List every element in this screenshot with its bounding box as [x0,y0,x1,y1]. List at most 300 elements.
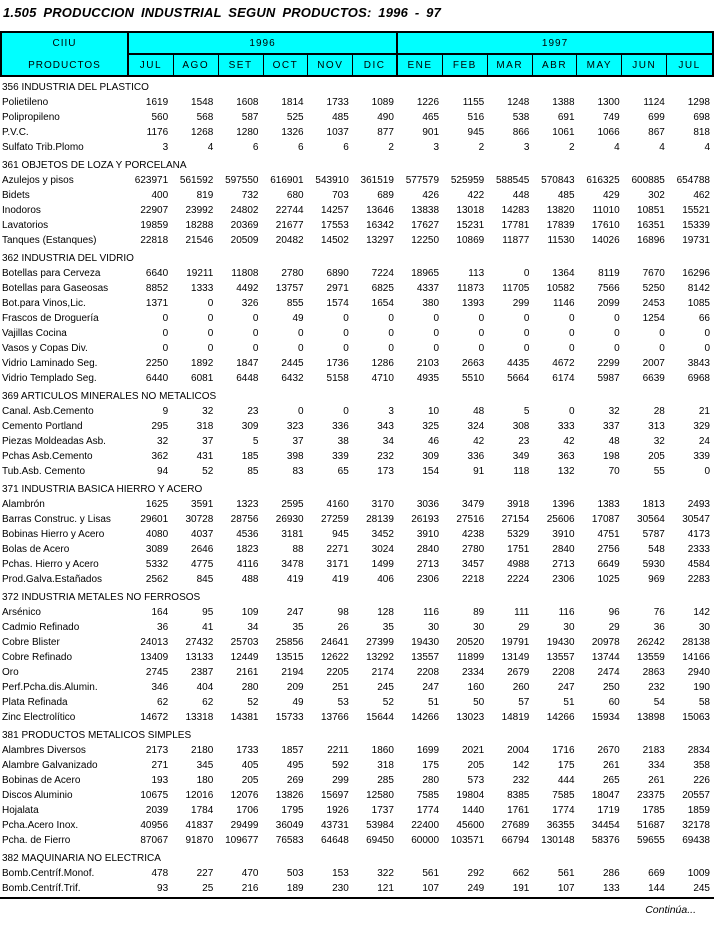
cell-value: 525 [286,112,304,123]
cell-value: 867 [648,127,665,138]
cell-value: 1124 [643,97,665,108]
cell-value: 0 [659,328,665,339]
cell-value: 1499 [371,559,394,570]
page-title: 1.505 PRODUCCION INDUSTRIAL SEGUN PRODUCTOS: 1996 - 97 [3,5,442,20]
cell-value: 1440 [461,805,485,816]
cell-value: 13018 [456,205,485,216]
cell-value: 1719 [597,805,620,816]
cell-value: 2333 [687,544,710,555]
cell-value: 2250 [145,358,169,369]
cell-value: 17781 [501,220,530,231]
cell-value: 164 [151,607,169,618]
cell-value: 0 [614,328,620,339]
cell-value: 1333 [191,283,214,294]
section-title-382: 382 MAQUINARIA NO ELECTRICA [2,853,161,864]
cell-value: 22907 [140,205,169,216]
cell-value: 2670 [597,745,620,756]
cell-value: 24641 [320,637,349,648]
cell-value: 592 [332,760,349,771]
cell-value: 41837 [185,820,214,831]
cell-value: 153 [332,868,349,879]
cell-value: 3591 [191,499,214,510]
cell-value: 419 [332,574,349,585]
cell-value: 654788 [676,175,710,186]
cell-value: 36049 [275,820,304,831]
cell-value: 11808 [231,268,259,279]
cell-value: 14381 [230,712,259,723]
row-label: Frascos de Droguería [2,313,99,324]
row-label: Vidrio Laminado Seg. [2,358,98,369]
cell-value: 0 [207,298,214,309]
cell-value: 36 [157,622,169,633]
cell-value: 205 [648,451,665,462]
table-row [0,527,714,542]
section-369 [0,389,714,479]
cell-value: 1548 [191,97,214,108]
cell-value: 4337 [416,283,440,294]
ciiu-label: CIIU [52,38,77,49]
cell-value: 560 [151,112,169,123]
cell-value: 51687 [637,820,665,831]
cell-value: 6640 [145,268,169,279]
cell-value: 26930 [275,514,304,525]
cell-value: 3 [388,406,394,417]
cell-value: 13646 [366,205,394,216]
table-row [0,572,714,587]
cell-value: 2387 [191,667,214,678]
section-title-361: 361 OBJETOS DE LOZA Y PORCELANA [2,160,187,171]
month-col-3-oct: OCT [264,55,309,75]
cell-value: 247 [286,607,304,618]
row-label: Piezas Moldeadas Asb. [2,436,106,447]
cell-value: 0 [614,343,620,354]
cell-value: 13133 [185,652,214,663]
cell-value: 32178 [682,820,710,831]
cell-value: 362 [151,451,169,462]
cell-value: 20369 [230,220,259,231]
cell-value: 404 [196,682,214,693]
cell-value: 52 [247,697,259,708]
cell-value: 19731 [682,235,710,246]
cell-value: 2713 [552,559,575,570]
cell-value: 4775 [191,559,214,570]
cell-value: 313 [648,421,665,432]
row-label: Botellas para Gaseosas [2,283,109,294]
cell-value: 6174 [552,373,575,384]
cell-value: 1364 [552,268,575,279]
cell-value: 22744 [275,205,304,216]
section-title-362: 362 INDUSTRIA DEL VIDRIO [2,253,134,264]
cell-value: 5987 [597,373,620,384]
cell-value: 6448 [236,373,259,384]
year-group-1997: 1997 [541,37,569,49]
cell-value: 14266 [411,712,440,723]
cell-value: 2007 [642,358,665,369]
table-row [0,788,714,803]
cell-value: 561 [422,868,440,879]
cell-value: 0 [162,328,169,339]
cell-value: 36355 [546,820,575,831]
table-row [0,557,714,572]
cell-value: 32 [653,436,665,447]
cell-value: 109 [241,607,259,618]
row-label: Pcha. de Fierro [2,835,71,846]
cell-value: 5158 [326,373,349,384]
cell-value: 1823 [236,544,259,555]
row-label: Barras Construc. y Lisas [2,514,111,525]
cell-value: 1085 [687,298,710,309]
cell-value: 34 [382,436,394,447]
row-label: Oro [2,667,19,678]
cell-value: 12016 [185,790,214,801]
cell-value: 2780 [461,544,485,555]
cell-value: 336 [332,421,349,432]
cell-value: 70 [608,466,620,477]
cell-value: 3036 [416,499,440,510]
cell-value: 0 [252,343,259,354]
table-row [0,695,714,710]
cell-value: 3 [162,142,169,153]
cell-value: 2840 [552,544,575,555]
cell-value: 0 [298,406,304,417]
cell-value: 2183 [642,745,665,756]
cell-value: 28756 [230,514,259,525]
cell-value: 12449 [230,652,259,663]
cell-value: 1323 [236,499,259,510]
cell-value: 422 [467,190,485,201]
cell-value: 17627 [411,220,440,231]
cell-value: 15063 [682,712,710,723]
cell-value: 232 [512,775,530,786]
cell-value: 2306 [552,574,575,585]
cell-value: 470 [241,868,259,879]
table-row [0,203,714,218]
cell-value: 597550 [225,175,259,186]
cell-value: 2756 [597,544,620,555]
cell-value: 4751 [597,529,620,540]
cell-value: 227 [196,868,214,879]
cell-value: 54 [653,697,665,708]
cell-value: 698 [693,112,710,123]
cell-value: 19859 [140,220,169,231]
cell-value: 91870 [185,835,214,846]
cell-value: 69450 [366,835,394,846]
cell-value: 680 [286,190,304,201]
cell-value: 503 [286,868,304,879]
cell-value: 23 [247,406,259,417]
cell-value: 3024 [371,544,394,555]
table-row [0,680,714,695]
cell-value: 0 [388,343,394,354]
cell-value: 1625 [145,499,169,510]
cell-value: 2493 [687,499,710,510]
cell-value: 24 [698,436,710,447]
row-label: Cobre Blister [2,637,60,648]
cell-value: 2745 [145,667,169,678]
cell-value: 66 [698,313,710,324]
cell-value: 1733 [236,745,259,756]
cell-value: 0 [659,343,665,354]
cell-value: 216 [241,883,259,894]
cell-value: 0 [523,313,530,324]
cell-value: 0 [162,343,169,354]
cell-value: 0 [433,313,440,324]
cell-value: 1813 [642,499,665,510]
cell-value: 309 [422,451,440,462]
cell-value: 189 [286,883,304,894]
cell-value: 60 [608,697,620,708]
cell-value: 20557 [682,790,710,801]
row-label: Bolas de Acero [2,544,70,555]
cell-value: 3 [433,142,440,153]
cell-value: 0 [614,313,620,324]
cell-value: 29601 [140,514,169,525]
cell-value: 19430 [411,637,440,648]
cell-value: 0 [252,328,259,339]
table-row [0,434,714,449]
cell-value: 11010 [592,205,620,216]
cell-value: 818 [693,127,710,138]
cell-value: 94 [157,466,169,477]
section-382 [0,851,714,896]
cell-value: 380 [422,298,440,309]
cell-value: 62 [202,697,214,708]
cell-value: 58376 [591,835,620,846]
cell-value: 21 [698,406,710,417]
cell-value: 20482 [275,235,304,246]
cell-value: 69438 [682,835,710,846]
table-bottom-rule [0,897,714,899]
cell-value: 465 [422,112,440,123]
cell-value: 2004 [507,745,530,756]
cell-value: 2646 [191,544,214,555]
cell-value: 13757 [275,283,304,294]
table-row [0,311,714,326]
cell-value: 11877 [502,235,530,246]
cell-value: 17610 [591,220,620,231]
cell-value: 363 [557,451,575,462]
cell-value: 0 [207,343,214,354]
table-row [0,542,714,557]
table-row [0,803,714,818]
cell-value: 448 [512,190,530,201]
cell-value: 280 [241,682,259,693]
cell-value: 249 [467,883,485,894]
cell-value: 24013 [140,637,169,648]
table-row [0,404,714,419]
cell-value: 46 [427,436,440,447]
cell-value: 0 [568,406,575,417]
cell-value: 0 [298,343,304,354]
cell-value: 1037 [326,127,349,138]
row-label: Tub.Asb. Cemento [2,466,86,477]
row-label: Lavatorios [2,220,49,231]
cell-value: 13557 [411,652,440,663]
cell-value: 6 [343,142,349,153]
cell-value: 0 [523,343,530,354]
cell-value: 12076 [230,790,259,801]
cell-value: 7585 [416,790,440,801]
cell-value: 11530 [547,235,575,246]
cell-value: 232 [377,451,394,462]
cell-value: 48 [473,406,485,417]
cell-value: 132 [557,466,575,477]
cell-value: 3452 [371,529,394,540]
report-page [0,5,714,925]
table-row [0,419,714,434]
cell-value: 1155 [462,97,485,108]
row-label: Botellas para Cerveza [2,268,101,279]
cell-value: 1226 [416,97,440,108]
cell-value: 2218 [461,574,485,585]
cell-value: 0 [704,328,710,339]
month-col-8-mar: MAR [488,55,533,75]
cell-value: 485 [557,190,575,201]
cell-value: 36 [653,622,665,633]
table-row [0,512,714,527]
cell-value: 0 [343,406,349,417]
cell-value: 64648 [320,835,349,846]
cell-value: 18965 [411,268,440,279]
cell-value: 30 [427,622,440,633]
cell-value: 96 [608,607,620,618]
table-row [0,464,714,479]
cell-value: 429 [603,190,620,201]
section-381 [0,728,714,848]
cell-value: 2174 [371,667,394,678]
cell-value: 0 [298,328,304,339]
row-label: Bidets [2,190,30,201]
cell-value: 205 [467,760,485,771]
cell-value: 7224 [371,268,394,279]
row-label: Canal. Asb.Cemento [2,406,94,417]
cell-value: 1396 [552,499,575,510]
cell-value: 6639 [642,373,665,384]
cell-value: 32 [157,436,169,447]
cell-value: 3181 [281,529,304,540]
cell-value: 1814 [281,97,304,108]
section-361 [0,158,714,248]
cell-value: 16296 [682,268,710,279]
cell-value: 299 [332,775,349,786]
cell-value: 3089 [145,544,169,555]
cell-value: 52 [382,697,394,708]
cell-value: 4435 [507,358,530,369]
cell-value: 4492 [236,283,259,294]
cell-value: 1146 [553,298,575,309]
cell-value: 0 [568,313,575,324]
cell-value: 12580 [366,790,394,801]
cell-value: 9 [162,406,169,417]
cell-value: 198 [603,451,620,462]
cell-value: 334 [648,760,665,771]
cell-value: 1860 [371,745,394,756]
cell-value: 27689 [501,820,530,831]
cell-value: 55 [653,466,665,477]
cell-value: 855 [286,298,304,309]
cell-value: 261 [603,760,620,771]
cell-value: 247 [422,682,440,693]
section-356 [0,80,714,155]
cell-value: 308 [512,421,530,432]
cell-value: 0 [207,328,214,339]
cell-value: 130148 [541,835,575,846]
cell-value: 5 [523,406,530,417]
cell-value: 339 [693,451,710,462]
cell-value: 111 [514,607,530,618]
cell-value: 13023 [456,712,485,723]
cell-value: 2208 [416,667,440,678]
cell-value: 13149 [501,652,530,663]
cell-value: 4037 [191,529,214,540]
cell-value: 154 [422,466,440,477]
cell-value: 1574 [326,298,349,309]
cell-value: 0 [162,313,169,324]
cell-value: 13826 [275,790,304,801]
cell-value: 13557 [546,652,575,663]
table-row [0,296,714,311]
cell-value: 0 [207,313,214,324]
cell-value: 209 [286,682,304,693]
cell-value: 2679 [507,667,530,678]
cell-value: 205 [241,775,259,786]
cell-value: 2161 [236,667,259,678]
cell-value: 543910 [315,175,349,186]
cell-value: 7670 [642,268,665,279]
continuation-note: Continúa... [645,904,696,916]
cell-value: 27154 [501,514,530,525]
cell-value: 15231 [456,220,485,231]
cell-value: 538 [512,112,530,123]
table-row [0,218,714,233]
cell-value: 1774 [552,805,575,816]
cell-value: 0 [252,313,259,324]
cell-value: 191 [512,883,530,894]
cell-value: 295 [151,421,169,432]
cell-value: 16342 [366,220,394,231]
cell-value: 13318 [185,712,214,723]
cell-value: 516 [467,112,485,123]
cell-value: 25606 [546,514,575,525]
cell-value: 329 [693,421,710,432]
cell-value: 587 [241,112,259,123]
cell-value: 343 [377,421,394,432]
cell-value: 41 [202,622,214,633]
row-label: Perf.Pcha.dis.Alumin. [2,682,98,693]
cell-value: 1371 [145,298,169,309]
cell-value: 19791 [501,637,530,648]
row-label: Alambrón [2,499,45,510]
table-row [0,125,714,140]
cell-value: 548 [648,544,665,555]
cell-value: 175 [422,760,440,771]
cell-value: 573 [467,775,485,786]
cell-value: 13292 [366,652,394,663]
cell-value: 22400 [411,820,440,831]
cell-value: 32 [202,406,214,417]
cell-value: 20978 [591,637,620,648]
cell-value: 251 [332,682,349,693]
table-row [0,281,714,296]
cell-value: 286 [603,868,620,879]
cell-value: 346 [151,682,169,693]
cell-value: 260 [512,682,530,693]
cell-value: 142 [693,607,710,618]
cell-value: 326 [241,298,259,309]
year-row [129,33,712,55]
cell-value: 0 [343,343,349,354]
table-body [0,80,714,896]
